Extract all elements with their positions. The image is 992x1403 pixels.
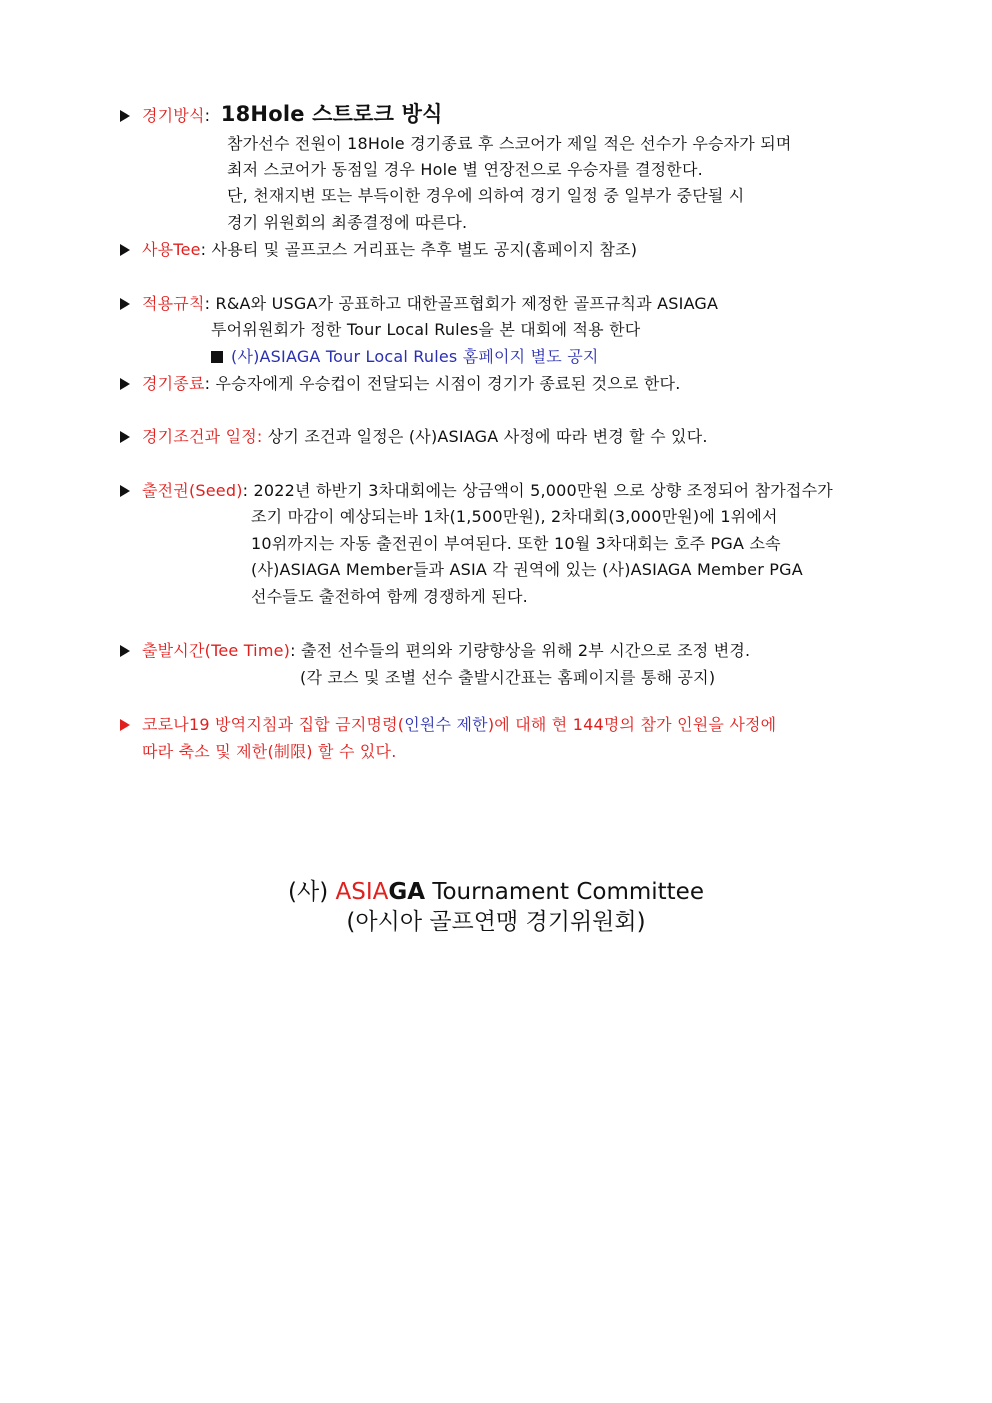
conditions-item xyxy=(120,426,708,448)
teetime-item xyxy=(120,640,750,662)
format-line-3: 단, 천재지변 또는 부득이한 경우에 의하여 경기 일정 중 일부가 중단될 시 xyxy=(227,186,745,205)
bullet-icon xyxy=(120,239,142,261)
footer-org-red: ASIA xyxy=(335,879,389,905)
format-colon: : xyxy=(204,106,211,125)
seed-line-2: 조기 마감이 예상되는바 1차(1,500만원), 2차대회(3,000만원)에 1위에서 xyxy=(251,507,778,526)
end-text: : 우승자에게 우승컵이 전달되는 시점이 경기가 종료된 것으로 한다. xyxy=(204,374,681,393)
square-bullet-icon xyxy=(211,351,223,363)
covid-item xyxy=(120,714,776,736)
covid-line-2: 따라 축소 및 제한(制限) 할 수 있다. xyxy=(142,742,397,761)
conditions-label: 경기조건과 일정: xyxy=(142,427,263,446)
rules-label: 적용규칙 xyxy=(142,294,205,313)
rules-line-2: 투어위원회가 정한 Tour Local Rules을 본 대회에 적용 한다 xyxy=(211,320,641,339)
format-line-4: 경기 위원회의 최종결정에 따른다. xyxy=(227,213,468,232)
seed-line-5: 선수들도 출전하여 함께 경쟁하게 된다. xyxy=(251,587,528,606)
footer-org-bold: GA xyxy=(388,879,426,905)
format-heading xyxy=(120,101,443,129)
format-title: 18Hole 스트로크 방식 xyxy=(220,102,443,126)
seed-label: 출전권(Seed) xyxy=(142,481,243,500)
rules-notice-text: (사)ASIAGA Tour Local Rules 홈페이지 별도 공지 xyxy=(231,347,599,366)
bullet-icon xyxy=(120,373,142,395)
bullet-icon xyxy=(120,480,142,502)
covid-text-2: )에 대해 현 144명의 참가 인원을 사정에 xyxy=(487,715,777,734)
bullet-icon xyxy=(120,293,142,315)
footer-org-korean: (아시아 골프연맹 경기위원회) xyxy=(346,909,646,935)
teetime-label: 출발시간(Tee Time) xyxy=(142,641,291,660)
format-line-1: 참가선수 전원이 18Hole 경기종료 후 스코어가 제일 적은 선수가 우승자가 되며 xyxy=(227,134,792,153)
covid-highlight: 인원수 제한 xyxy=(404,715,488,734)
conditions-text: 상기 조건과 일정은 (사)ASIAGA 사정에 따라 변경 할 수 있다. xyxy=(262,427,708,446)
tee-item xyxy=(120,239,637,261)
format-label: 경기방식 xyxy=(142,106,205,125)
bullet-icon xyxy=(120,640,142,662)
bullet-icon xyxy=(120,103,142,129)
seed-line-1: : 2022년 하반기 3차대회에는 상금액이 5,000만원 으로 상향 조정되어 참가접수가 xyxy=(242,481,833,500)
footer-prefix: (사) xyxy=(288,879,336,905)
seed-line-4: (사)ASIAGA Member들과 ASIA 각 권역에 있는 (사)ASIAGA Member PGA xyxy=(251,560,803,579)
rules-item xyxy=(120,293,718,315)
seed-line-3: 10위까지는 자동 출전권이 부여된다. 또한 10월 3차대회는 호주 PGA 소속 xyxy=(251,534,781,553)
covid-text-1: 코로나19 방역지침과 집합 금지명령( xyxy=(142,715,405,734)
end-label: 경기종료 xyxy=(142,374,205,393)
footer-suffix: Tournament Committee xyxy=(425,879,704,905)
teetime-note: (각 코스 및 조별 선수 출발시간표는 홈페이지를 통해 공지) xyxy=(300,668,716,687)
rules-notice xyxy=(211,346,599,368)
teetime-text: : 출전 선수들의 편의와 기량향상을 위해 2부 시간으로 조정 변경. xyxy=(290,641,751,660)
end-item xyxy=(120,373,681,395)
rules-line-1: : R&A와 USGA가 공표하고 대한골프협회가 제정한 골프규칙과 ASIAGA xyxy=(204,294,719,313)
format-line-2: 최저 스코어가 동점일 경우 Hole 별 연장전으로 우승자를 결정한다. xyxy=(227,160,703,179)
tee-text: : 사용티 및 골프코스 거리표는 추후 별도 공지(홈페이지 참조) xyxy=(200,240,638,259)
bullet-icon xyxy=(120,714,142,736)
seed-item xyxy=(120,480,833,502)
bullet-icon xyxy=(120,426,142,448)
footer-org xyxy=(0,877,992,907)
tee-label: 사용Tee xyxy=(142,240,201,259)
